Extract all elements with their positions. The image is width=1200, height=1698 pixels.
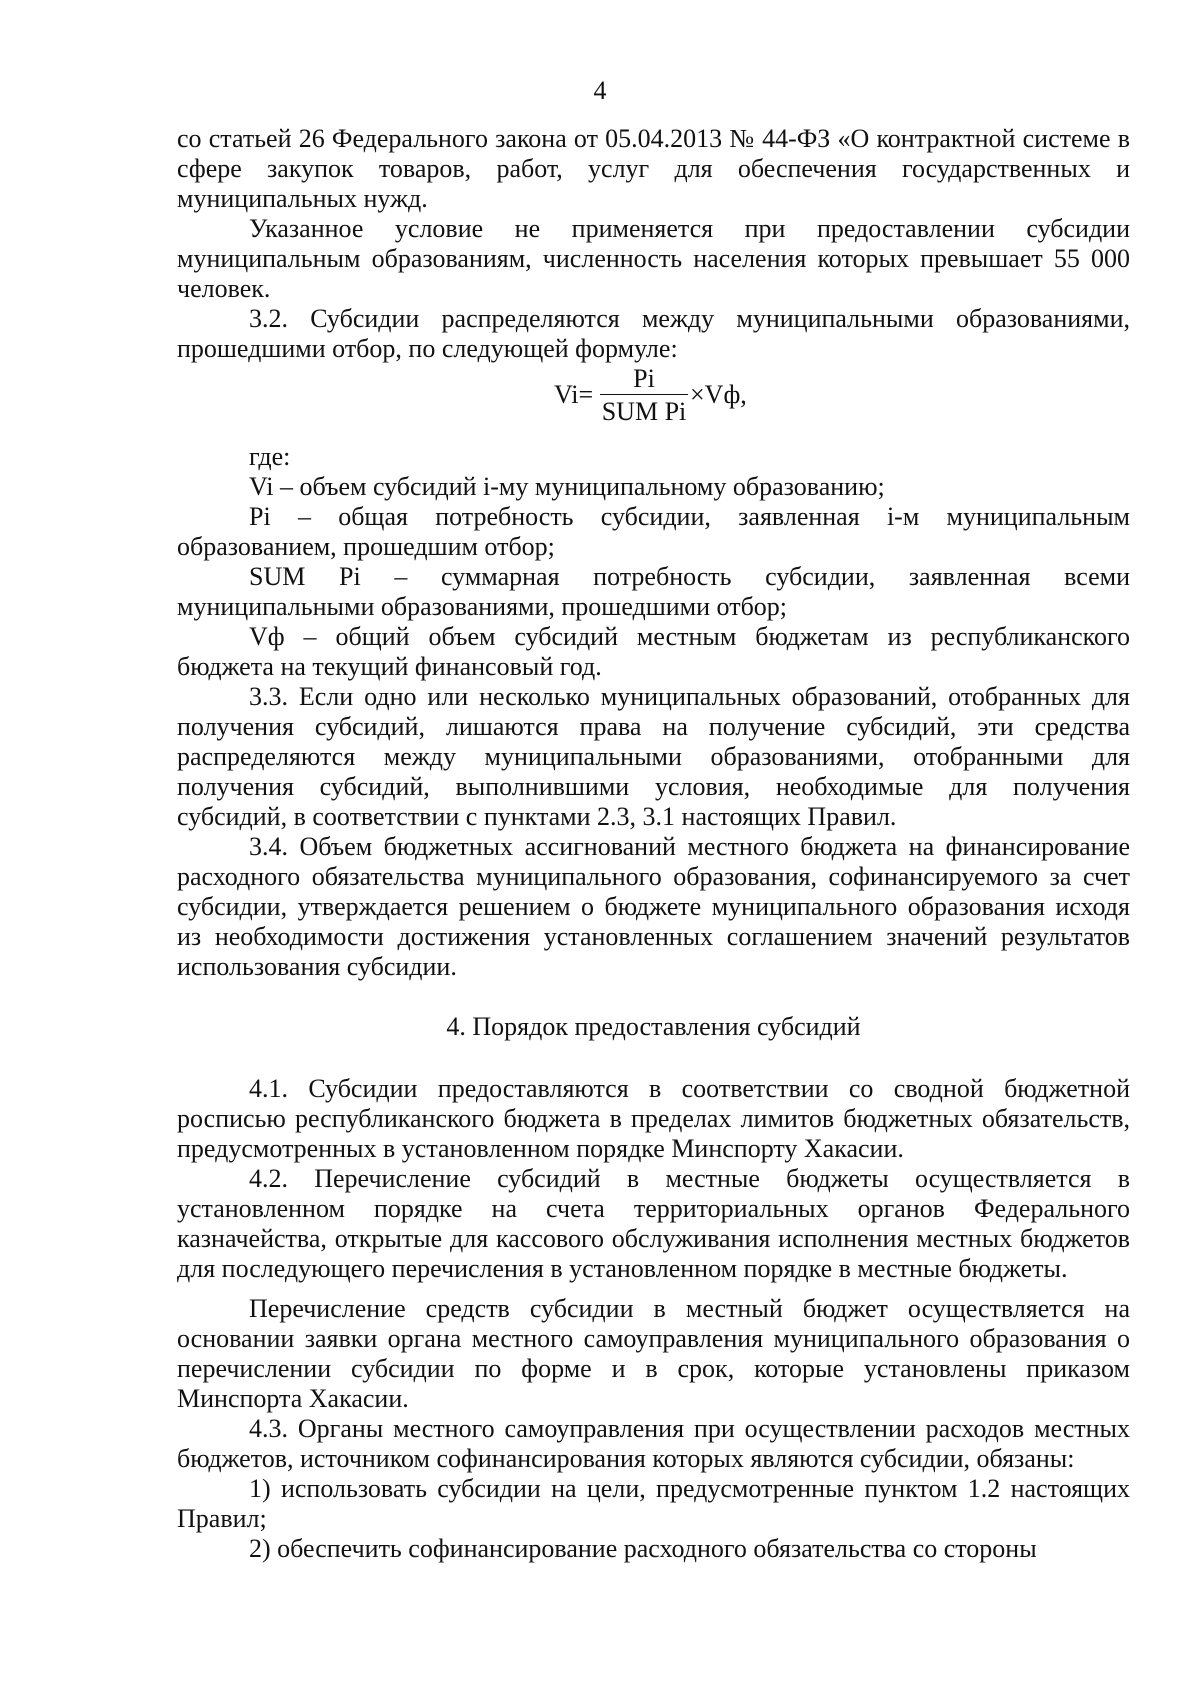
definition-vf: Vф – общий объем субсидий местным бюджетам из республиканского бюджета на текущий финансовый год. bbox=[177, 622, 1130, 681]
formula-numerator: Pi bbox=[633, 364, 655, 393]
paragraph-3-4: 3.4. Объем бюджетных ассигнований местного бюджета на финансирование расходного обязательства муниципального образования, софинансируемого за счет субсидии, утверждается решением о бюджете муниципального образования исходя из необходимости достижения установленных соглашением значений результатов использования субсидии. bbox=[177, 832, 1130, 981]
definition-pi: Pi – общая потребность субсидии, заявленная i-м муниципальным образованием, прошедшим отбор; bbox=[177, 502, 1130, 561]
list-item-2: 2) обеспечить софинансирование расходного обязательства со стороны bbox=[249, 1534, 1037, 1563]
paragraph-condition-exception: Указанное условие не применяется при предоставлении субсидии муниципальным образованиям, численность населения которых превышает 55 000 человек. bbox=[177, 214, 1130, 303]
paragraph-transfer-request: Перечисление средств субсидии в местный бюджет осуществляется на основании заявки органа местного самоуправления муниципального образования о перечислении субсидии по форме и в срок, которые установлены приказом Минспорта Хакасии. bbox=[177, 1294, 1130, 1413]
spacer bbox=[177, 1284, 1130, 1294]
paragraph-3-2: 3.2. Субсидии распределяются между муниципальными образованиями, прошедшими отбор, по следующей формуле: bbox=[177, 304, 1130, 363]
formula-denominator: SUM Pi bbox=[601, 397, 687, 426]
fraction-bar bbox=[600, 394, 688, 395]
paragraph-3-3: 3.3. Если одно или несколько муниципальных образований, отобранных для получения субсидий, лишаются права на получение субсидий, эти средства распределяются между муниципальными образованиями, отобранными для получения субсидий, выполнившими условия, необходимые для получения субсидий, в соответствии с пунктами 2.3, 3.1 настоящих Правил. bbox=[177, 682, 1130, 831]
definition-vi: Vi – объем субсидий i-му муниципальному образованию; bbox=[249, 472, 885, 501]
document-body bbox=[177, 124, 1130, 1564]
spacer bbox=[177, 1042, 1130, 1074]
spacer bbox=[177, 982, 1130, 1012]
page-number: 4 bbox=[593, 76, 607, 105]
formula-fraction bbox=[600, 364, 688, 427]
list-item-1: 1) использовать субсидии на цели, предусмотренные пунктом 1.2 настоящих Правил; bbox=[177, 1474, 1130, 1533]
paragraph-4-1: 4.1. Субсидии предоставляются в соответствии со сводной бюджетной росписью республиканского бюджета в пределах лимитов бюджетных обязательств, предусмотренных в установленном порядке Минспорту Хакасии. bbox=[177, 1074, 1130, 1163]
distribution-formula bbox=[177, 364, 1130, 432]
paragraph-4-3: 4.3. Органы местного самоуправления при осуществлении расходов местных бюджетов, источником софинансирования которых являются субсидии, обязаны: bbox=[177, 1414, 1130, 1473]
section-heading: 4. Порядок предоставления субсидий bbox=[446, 1012, 861, 1041]
formula-lhs: Vi= bbox=[554, 380, 594, 409]
definition-sum-pi: SUM Pi – суммарная потребность субсидии, заявленная всеми муниципальными образованиями, прошедшими отбор; bbox=[177, 562, 1130, 621]
paragraph-4-2: 4.2. Перечисление субсидий в местные бюджеты осуществляется в установленном порядке на счета территориальных органов Федерального казначейства, открытые для кассового обслуживания исполнения местных бюджетов для последующего перечисления в установленном порядке в местные бюджеты. bbox=[177, 1164, 1130, 1283]
paragraph-law-reference: со статьей 26 Федерального закона от 05.04.2013 № 44-ФЗ «О контрактной системе в сфере закупок товаров, работ, услуг для обеспечения государственных и муниципальных нужд. bbox=[177, 124, 1130, 213]
formula-rhs: ×Vф, bbox=[690, 380, 747, 409]
spacer bbox=[177, 432, 1130, 442]
paragraph-where: где: bbox=[249, 442, 291, 471]
